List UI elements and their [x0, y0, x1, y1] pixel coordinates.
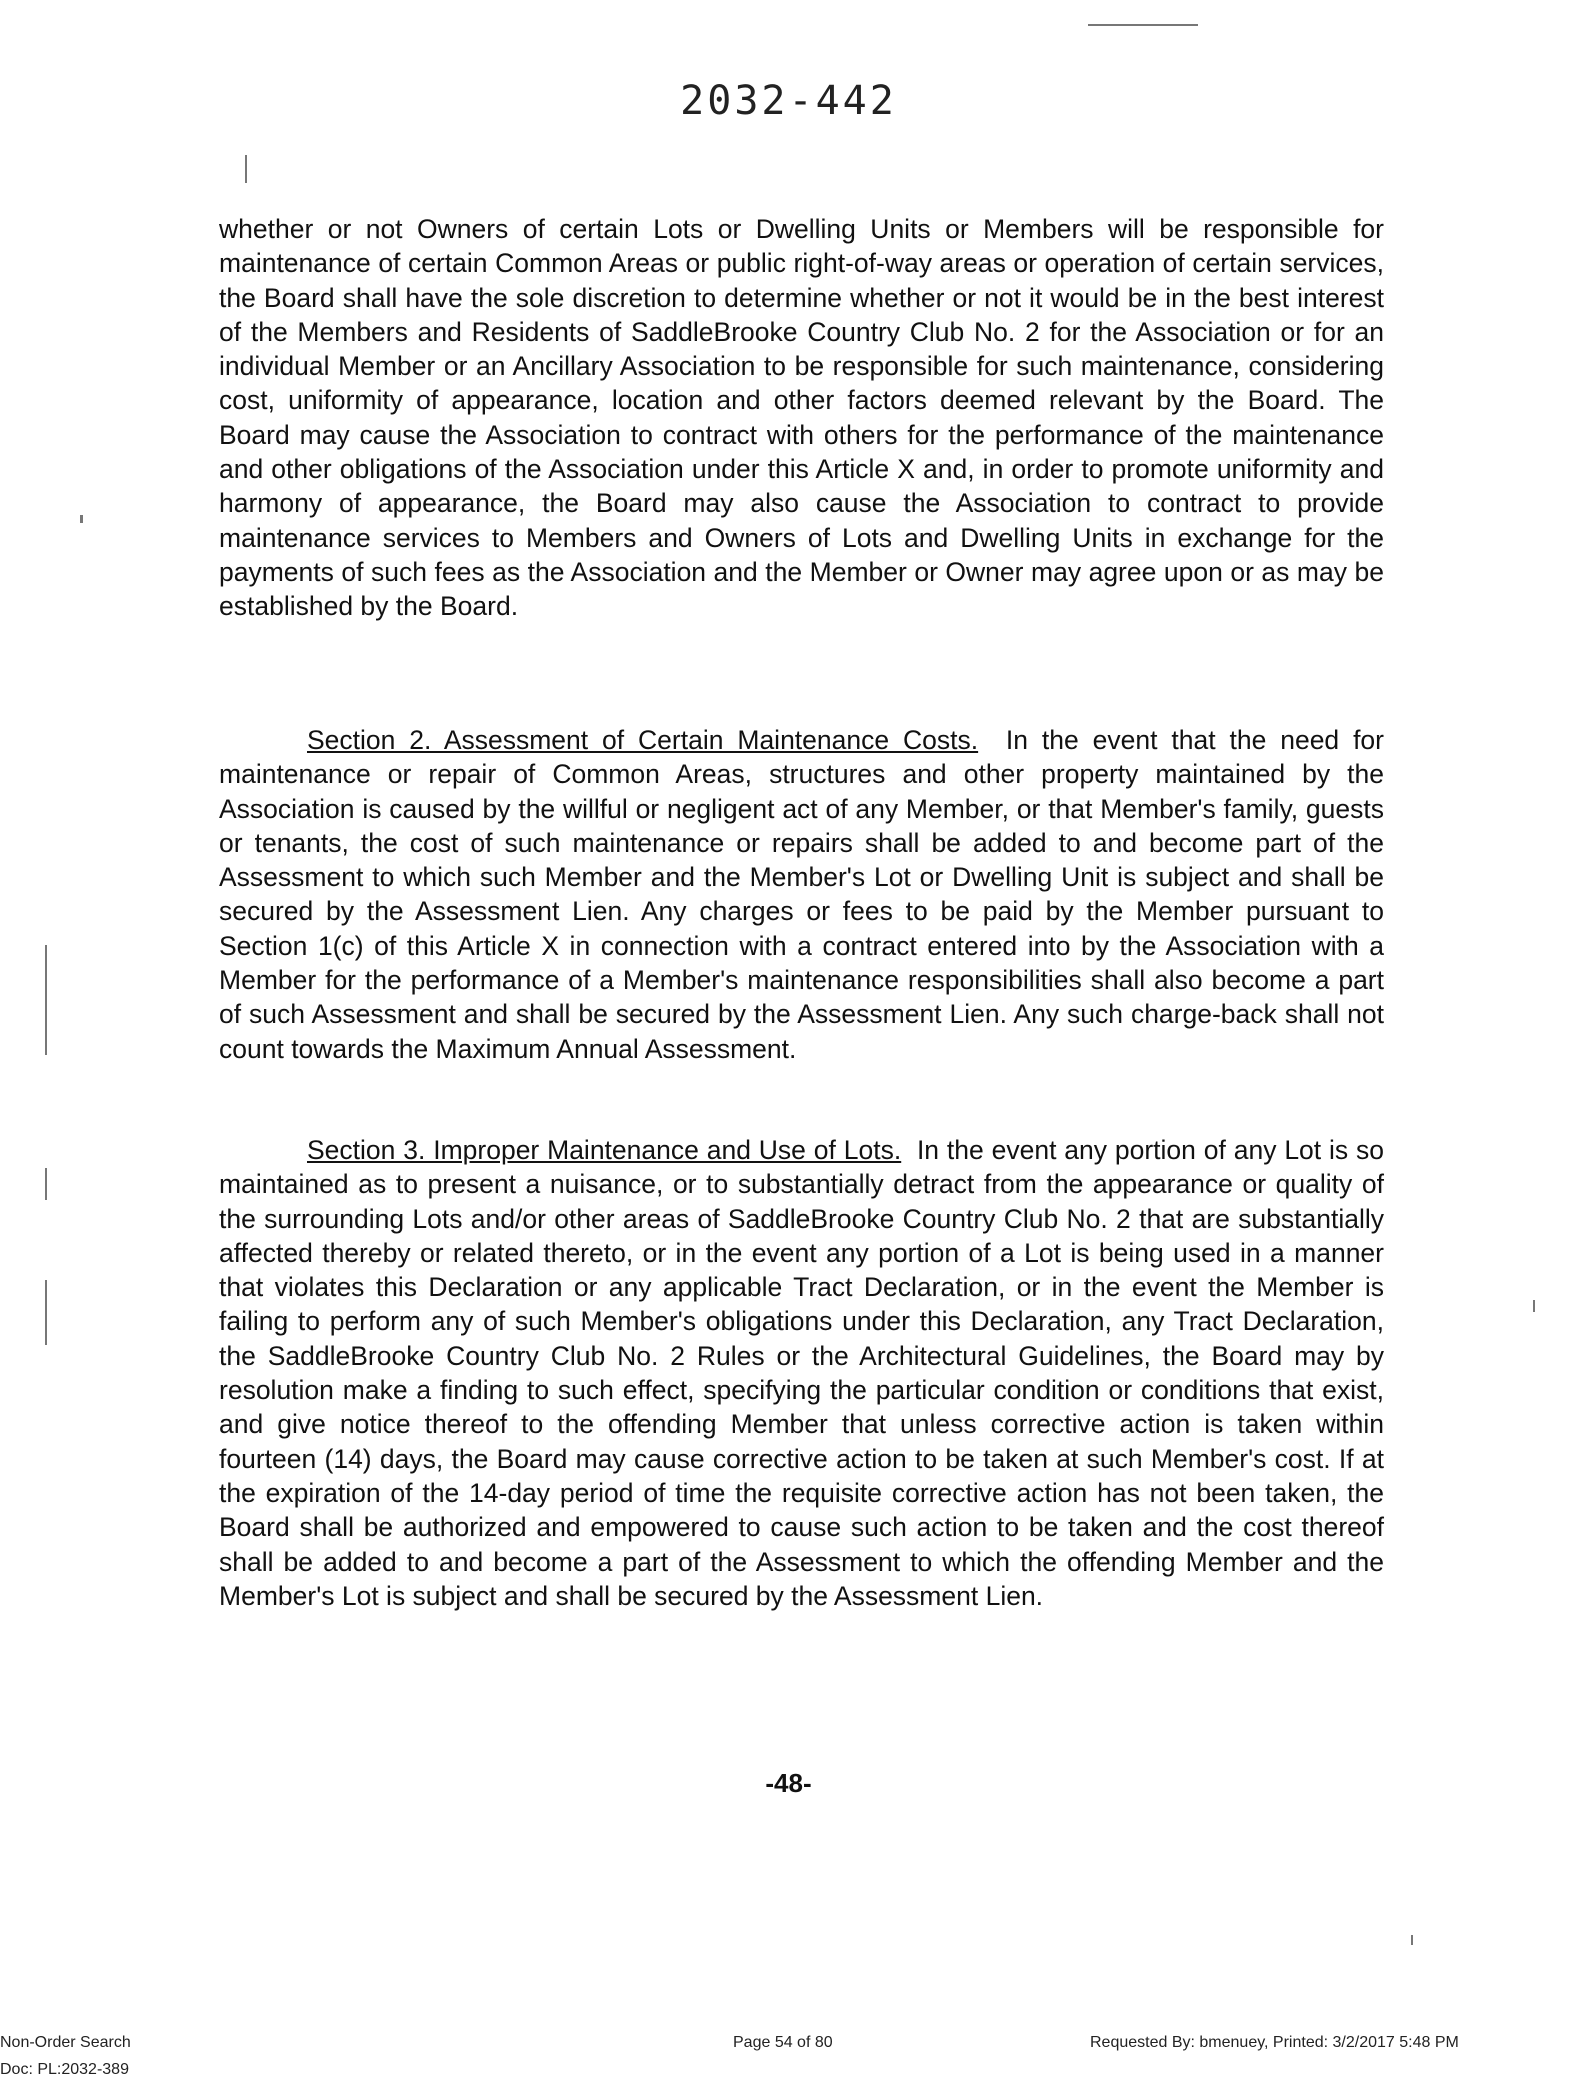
scan-mark — [45, 1168, 47, 1200]
footer-doc-id: Doc: PL:2032-389 — [0, 2061, 129, 2078]
scan-mark — [80, 515, 83, 523]
document-number: 2032-442 — [680, 78, 897, 124]
scan-mark — [45, 945, 47, 1055]
paragraph-continuation: whether or not Owners of certain Lots or Dwelling Units or Members will be responsible for maintenance of certain Common Areas or public right-of-way areas or operation of certain services, the Board shall have the sole discretion to determine whether or not it would be in the best interest of the Members and Residents of SaddleBrooke Country Club No. 2 for the Association or for an individual Member or an Ancillary Association to be responsible for such maintenance, considering cost, uniformity of appearance, location and other factors deemed relevant by the Board. The Board may cause the Association to contract with others for the performance of the maintenance and other obligations of the Association under this Article X and, in order to promote uniformity and harmony of appearance, the Board may also cause the Association to contract to provide maintenance services to Members and Owners of Lots and Dwelling Units in exchange for the payments of such fees as the Association and the Member or Owner may agree upon or as may be established by the Board. — [219, 214, 1384, 622]
section-2-body: In the event that the need for maintenance or repair of Common Areas, structures and other property maintained by the Association is caused by the willful or negligent act of any Member, or that Member's family, guests or tenants, the cost of such maintenance or repairs shall be added to and become part of the Assessment to which such Member and the Member's Lot or Dwelling Unit is subject and shall be secured by the Assessment Lien. Any charges or fees to be paid by the Member pursuant to Section 1(c) of this Article X in connection with a contract entered into by the Association with a Member for the performance of a Member's maintenance responsibilities shall also become a part of such Assessment and shall be secured by the Assessment Lien. Any such charge-back shall not count towards the Maximum Annual Assessment. — [219, 725, 1384, 1064]
footer-requested-by: Requested By: bmenuey, Printed: 3/2/2017 5:48 PM — [1090, 2034, 1459, 2051]
section-3-body: In the event any portion of any Lot is so maintained as to present a nuisance, or to substantially detract from the appearance or quality of the surrounding Lots and/or other areas of SaddleBrooke Country Club No. 2 that are substantially affected thereby or related thereto, or in the event any portion of a Lot is being used in a manner that violates this Declaration or any applicable Tract Declaration, or in the event the Member is failing to perform any of such Member's obligations under this Declaration, any Tract Declaration, the SaddleBrooke Country Club No. 2 Rules or the Architectural Guidelines, the Board may by resolution make a finding to such effect, specifying the particular condition or conditions that exist, and give notice thereof to the offending Member that unless corrective action is taken within fourteen (14) days, the Board may cause corrective action to be taken at such Member's cost. If at the expiration of the 14-day period of time the requisite corrective action has not been taken, the Board shall be authorized and empowered to cause such action to be taken and the cost thereof shall be added to and become a part of the Assessment to which the offending Member and the Member's Lot is subject and shall be secured by the Assessment Lien. — [219, 1135, 1385, 1611]
scan-mark — [1411, 1935, 1413, 1945]
section-3-heading: Section 3. Improper Maintenance and Use of Lots. — [307, 1135, 902, 1165]
scan-mark — [45, 1280, 47, 1345]
section-3-paragraph — [219, 1133, 1384, 1613]
scan-mark — [245, 155, 247, 183]
page-number: -48- — [765, 1768, 812, 1798]
footer-search-type: Non-Order Search — [0, 2034, 131, 2051]
scan-mark — [1088, 24, 1198, 26]
scan-mark — [1533, 1300, 1535, 1312]
section-2-heading: Section 2. Assessment of Certain Maintenance Costs. — [307, 725, 979, 755]
section-2-paragraph — [219, 723, 1384, 1066]
footer-page-count: Page 54 of 80 — [733, 2034, 833, 2051]
